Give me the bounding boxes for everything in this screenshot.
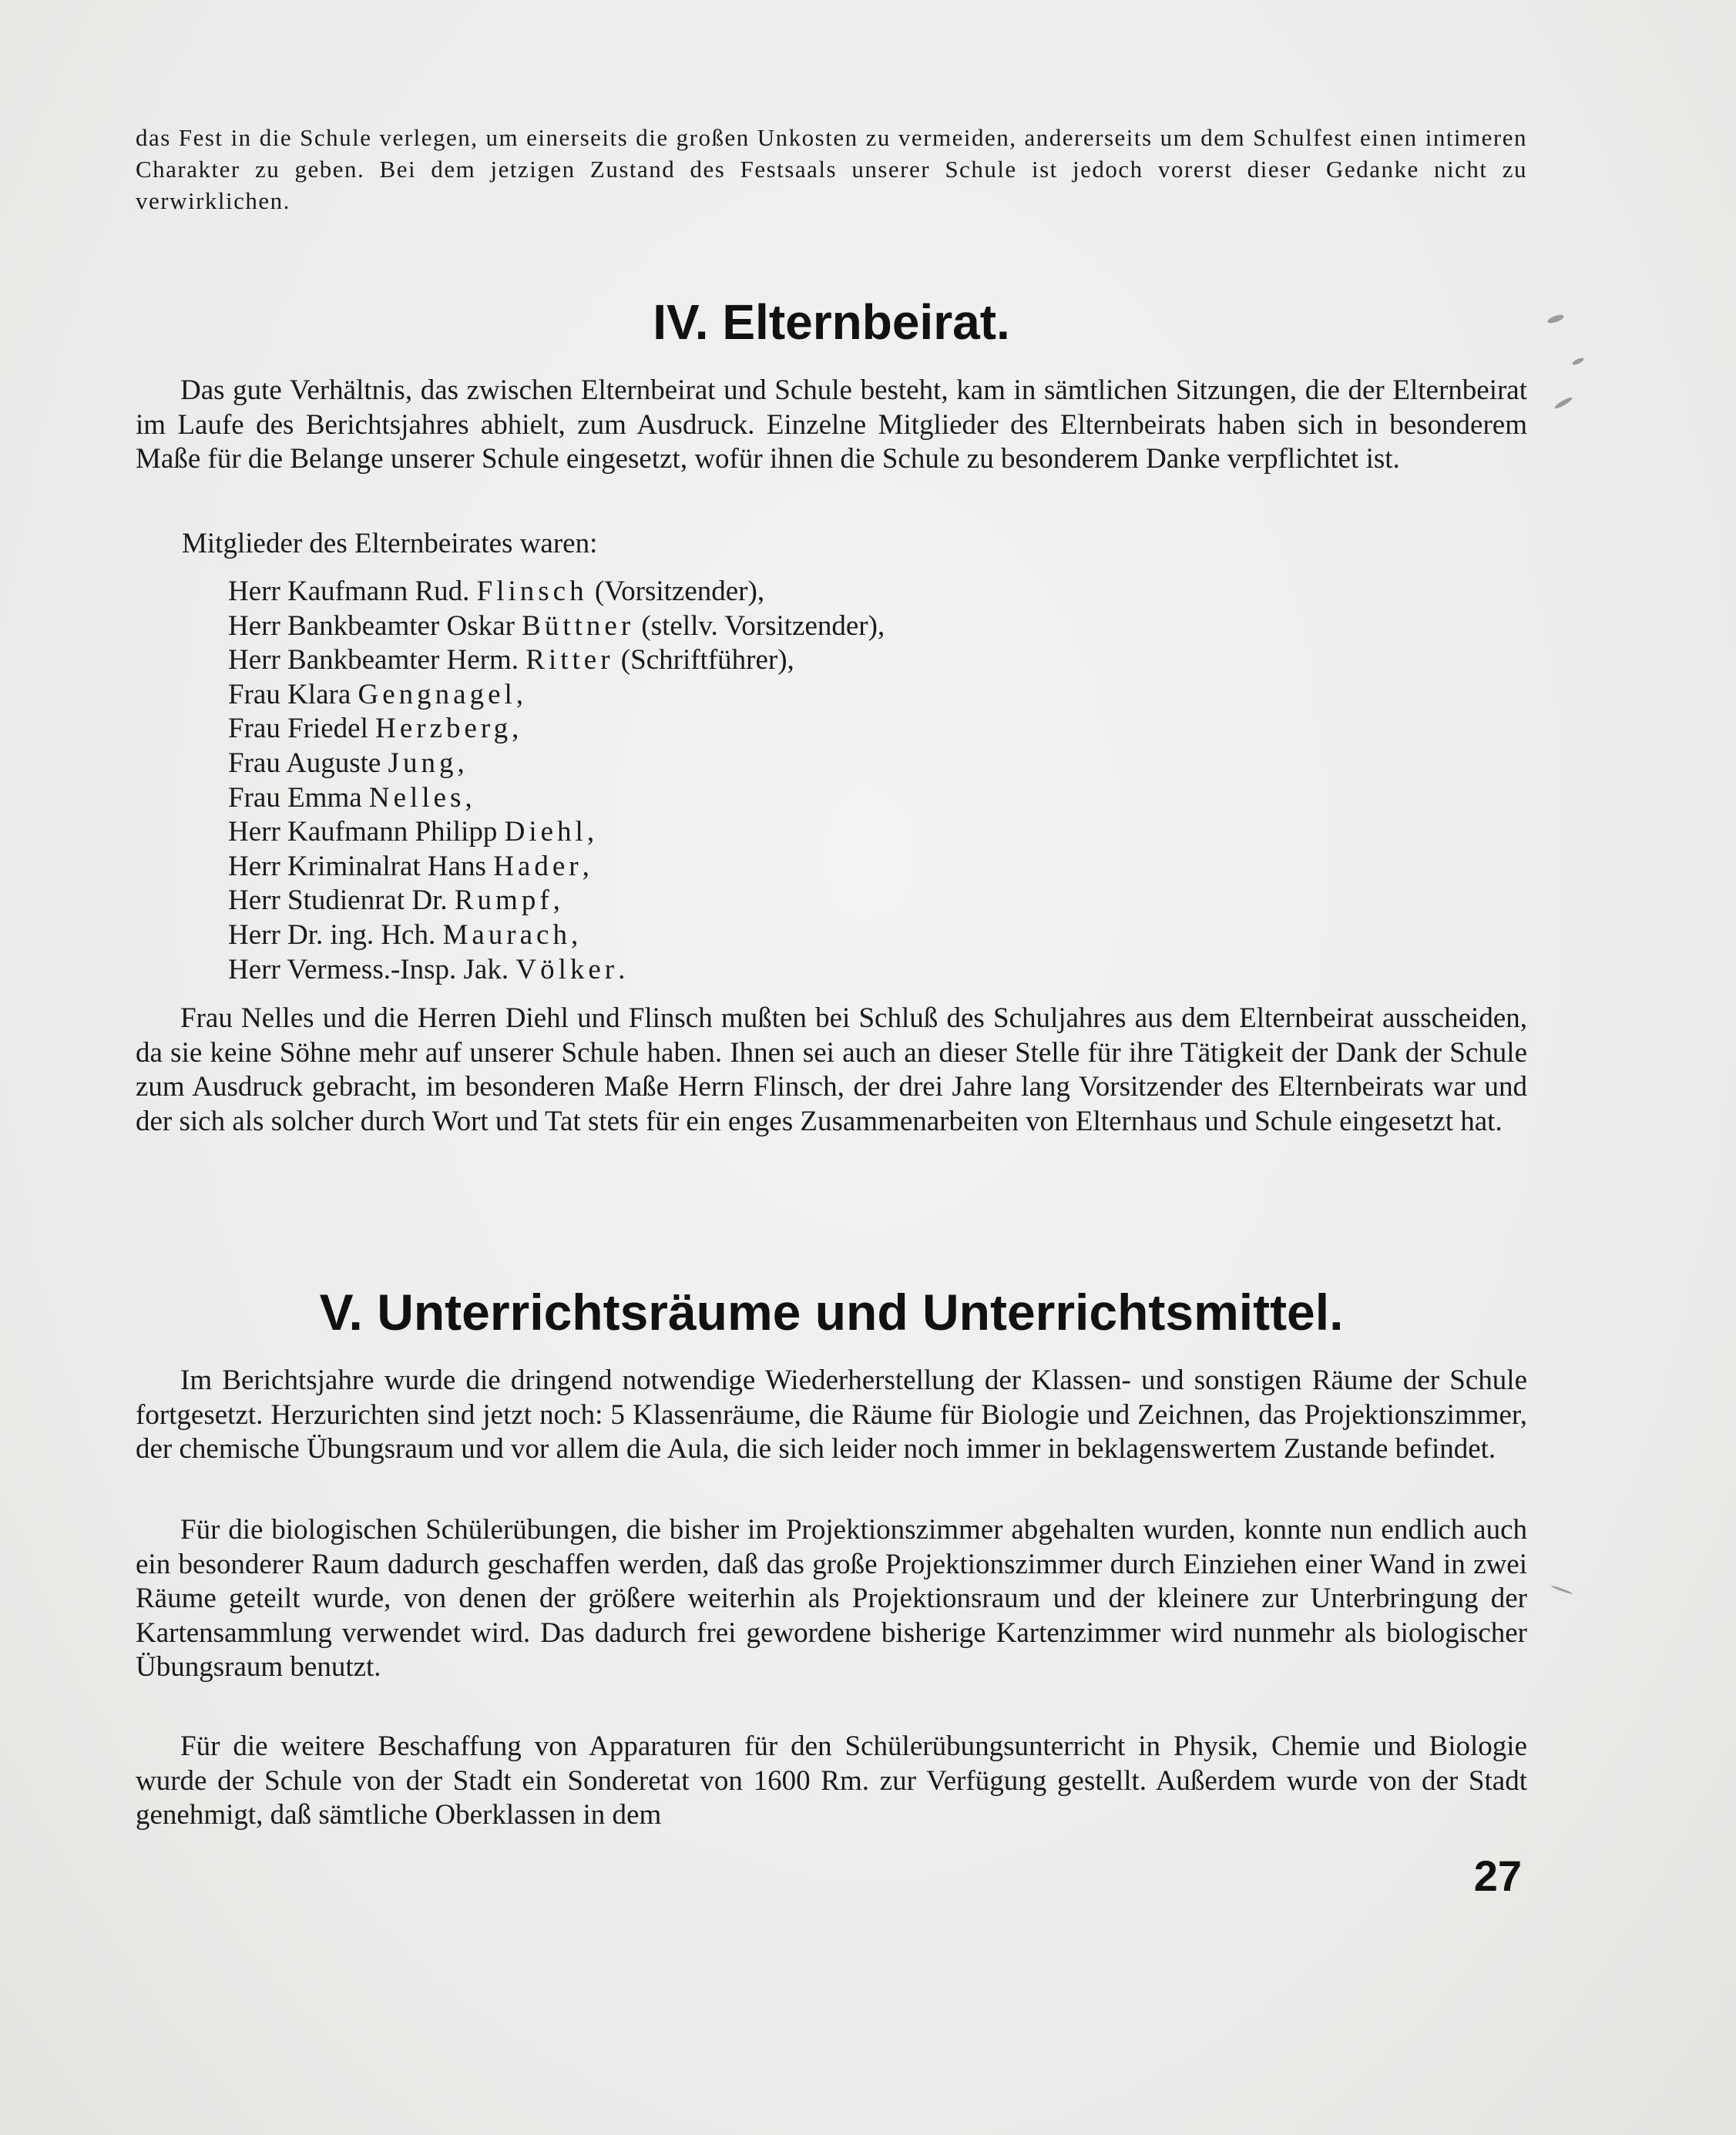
members-list: [228, 575, 885, 987]
print-speck: [1550, 1585, 1573, 1595]
intro-paragraph: das Fest in die Schule verlegen, um einerseits die großen Unkosten zu vermeiden, andererseits um dem Schulfest einen intimeren Charakter zu geben. Bei dem jetzigen Zustand des Festsaals unserer Schule ist jedoch vorerst dieser Gedanke nicht zu verwirklichen.: [136, 124, 1527, 214]
member-item: Frau Emma Nelles,: [228, 781, 472, 814]
member-item: Herr Dr. ing. Hch. Maurach,: [228, 918, 579, 951]
equipment-paragraph: Für die weitere Beschaffung von Apparaturen für den Schülerübungsunterricht in Physik, Chemie und Biologie wurde der Schule von der Stadt ein Sonderetat von 1600 Rm. zur Verfügung gestellt. Außerdem wurde von der Stadt genehmigt, daß sämtliche Oberklassen in dem: [136, 1730, 1527, 1831]
rooms-paragraph: Im Berichtsjahre wurde die dringend notwendige Wiederherstellung der Klassen- und sonstigen Räume der Schule fortgesetzt. Herzurichten sind jetzt noch: 5 Klassenräume, die Räume für Biologie und Zeichnen, das Projektionszimmer, der chemische Übungsraum und vor allem die Aula, die sich leider noch immer in beklagenswertem Zustande befindet.: [136, 1365, 1527, 1465]
member-item: Herr Kaufmann Philipp Diehl,: [228, 816, 595, 848]
print-speck: [1553, 396, 1573, 410]
print-speck: [1571, 357, 1584, 366]
member-item: Frau Klara Gengnagel,: [228, 678, 524, 710]
member-item: Herr Bankbeamter Oskar Büttner (stellv. Vorsitzender),: [228, 609, 885, 642]
elternbeirat-paragraph: Das gute Verhältnis, das zwischen Elternbeirat und Schule besteht, kam in sämtlichen Sitzungen, die der Elternbeirat im Laufe des Berichtsjahres abhielt, zum Ausdruck. Einzelne Mitglieder des Elternbeirats haben sich in besonderem Maße für die Belange unserer Schule eingesetzt, wofür ihnen die Schule zu besonderem Danke verpflichtet ist.: [136, 374, 1527, 475]
member-item: Herr Vermess.-Insp. Jak. Völker.: [228, 953, 626, 985]
member-item: Herr Bankbeamter Herm. Ritter (Schriftführer),: [228, 644, 794, 676]
biology-room-paragraph: Für die biologischen Schülerübungen, die bisher im Projektionszimmer abgehalten wurden, konnte nun endlich auch ein besonderer Raum dadurch geschaffen werden, daß das große Projektionszimmer durch Einziehen einer Wand in zwei Räume geteilt wurde, von denen der größere weiterhin als Projektionsraum und der kleinere zur Unterbringung der Kartensammlung verwendet wird. Das dadurch frei gewordene bisherige Kartenzimmer wird nunmehr als biologischer Übungsraum benutzt.: [136, 1514, 1527, 1683]
member-item: Frau Friedel Herzberg,: [228, 713, 519, 745]
member-item: Herr Studienrat Dr. Rumpf,: [228, 885, 560, 917]
members-intro: Mitglieder des Elternbeirates waren:: [182, 528, 598, 559]
departure-paragraph: Frau Nelles und die Herren Diehl und Flinsch mußten bei Schluß des Schuljahres aus dem Elternbeirat ausscheiden, da sie keine Söhne mehr auf unserer Schule haben. Ihnen sei auch an dieser Stelle für ihre Tätigkeit der Dank der Schule zum Ausdruck gebracht, im besonderen Maße Herrn Flinsch, der drei Jahre lang Vorsitzender des Elternbeirats war und der sich als solcher durch Wort und Tat stets für ein enges Zusammenarbeiten von Elternhaus und Schule eingesetzt hat.: [136, 1002, 1527, 1137]
member-item: Herr Kriminalrat Hans Hader,: [228, 850, 589, 882]
print-speck: [1546, 313, 1564, 324]
section-heading-elternbeirat: IV. Elternbeirat.: [653, 294, 1010, 350]
member-item: Frau Auguste Jung,: [228, 747, 465, 779]
section-heading-unterrichtsraeume: V. Unterrichtsräume und Unterrichtsmittel.: [319, 1284, 1344, 1341]
page-number: 27: [1473, 1851, 1522, 1900]
member-item: Herr Kaufmann Rud. Flinsch (Vorsitzender),: [228, 576, 765, 607]
